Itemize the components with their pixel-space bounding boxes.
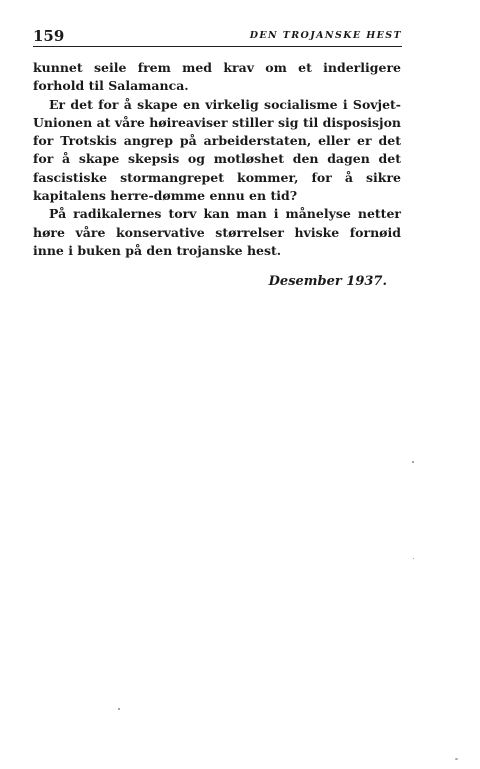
paper-speck (413, 558, 414, 559)
page-number: 159 (33, 27, 65, 45)
body-text (33, 59, 401, 260)
paper-speck (412, 461, 414, 463)
running-head: DEN TROJANSKE HEST (249, 30, 402, 41)
paper-speck (455, 758, 458, 760)
page-header (33, 28, 402, 47)
paragraph-socialism-question: Er det for å skape en virkelig socialisme i Sovjet-Unionen at våre høireaviser stiller sig til disposisjon for Trotskis angrep på arbeiderstaten, eller er det for å skape skepsis og motløshet den dagen det fascistiske stormangrepet kommer, for å sikre kapitalens herre-dømme ennu en tid? (33, 96, 401, 204)
paragraph-continuation: kunnet seile frem med krav om et inderligere forhold til Salamanca. (33, 60, 401, 94)
paper-speck (118, 708, 120, 710)
paragraph-trojan-horse: På radikalernes torv kan man i månelyse netter høre våre konservative størrelser hviske fornøid inne i buken på den trojanske hest. (33, 206, 401, 258)
date-signature: Desember 1937. (268, 274, 387, 289)
